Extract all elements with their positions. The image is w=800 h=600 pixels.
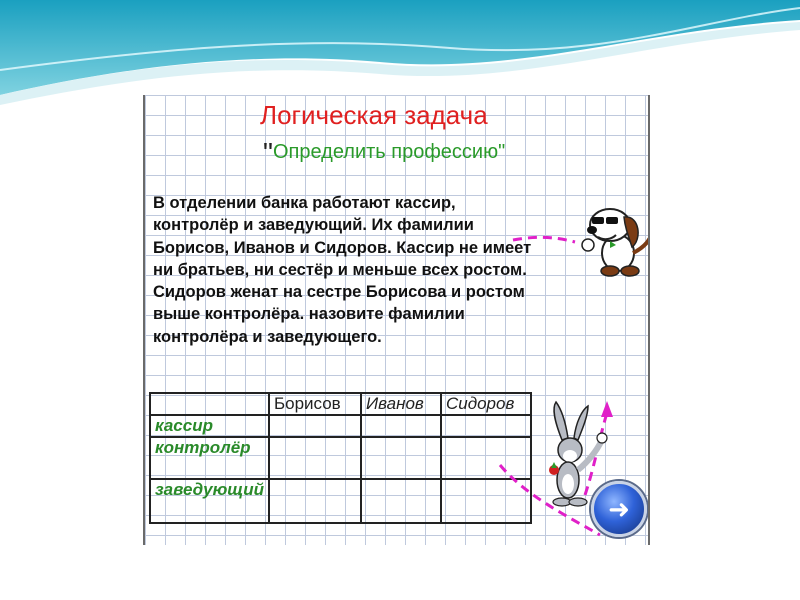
table-row (150, 415, 531, 437)
subtitle-quote: " (263, 137, 273, 168)
background-wave (0, 0, 800, 110)
task-slide-panel (143, 95, 650, 545)
answer-cell[interactable] (269, 415, 361, 437)
table-corner-cell (150, 393, 269, 415)
answer-cell[interactable] (361, 415, 441, 437)
next-slide-button[interactable] (591, 481, 647, 537)
arrow-right-icon: ➜ (608, 493, 630, 524)
answer-cell[interactable] (441, 437, 531, 479)
table-header-row (150, 393, 531, 415)
subtitle (263, 137, 505, 169)
answer-cell[interactable] (269, 479, 361, 523)
column-header-ivanov: Иванов (361, 393, 441, 415)
column-header-borisov: Борисов (269, 393, 361, 415)
row-label-cashier: кассир (150, 415, 269, 437)
column-header-sidorov: Сидоров (441, 393, 531, 415)
table-row (150, 437, 531, 479)
dog-character-icon (570, 195, 650, 280)
row-label-controller: контролёр (150, 437, 269, 479)
page-title: Логическая задача (260, 100, 488, 130)
answer-cell[interactable] (269, 437, 361, 479)
problem-text: В отделении банка работают кассир, контролёр и заведующий. Их фамилии Борисов, Иванов и Сидоров. Кассир не имеет ни братьев, ни сестёр и меньше всех ростом. Сидоров женат на сестре Борисова и ростом выше контролёра. назовите фамилии контролёра и заведующего. (153, 194, 532, 346)
answer-table (149, 392, 532, 524)
table-row (150, 479, 531, 523)
answer-cell[interactable] (361, 479, 441, 523)
subtitle-text: Определить профессию" (272, 141, 506, 163)
answer-cell[interactable] (361, 437, 441, 479)
answer-cell[interactable] (441, 415, 531, 437)
answer-cell[interactable] (441, 479, 531, 523)
row-label-manager: заведующий (150, 479, 269, 523)
